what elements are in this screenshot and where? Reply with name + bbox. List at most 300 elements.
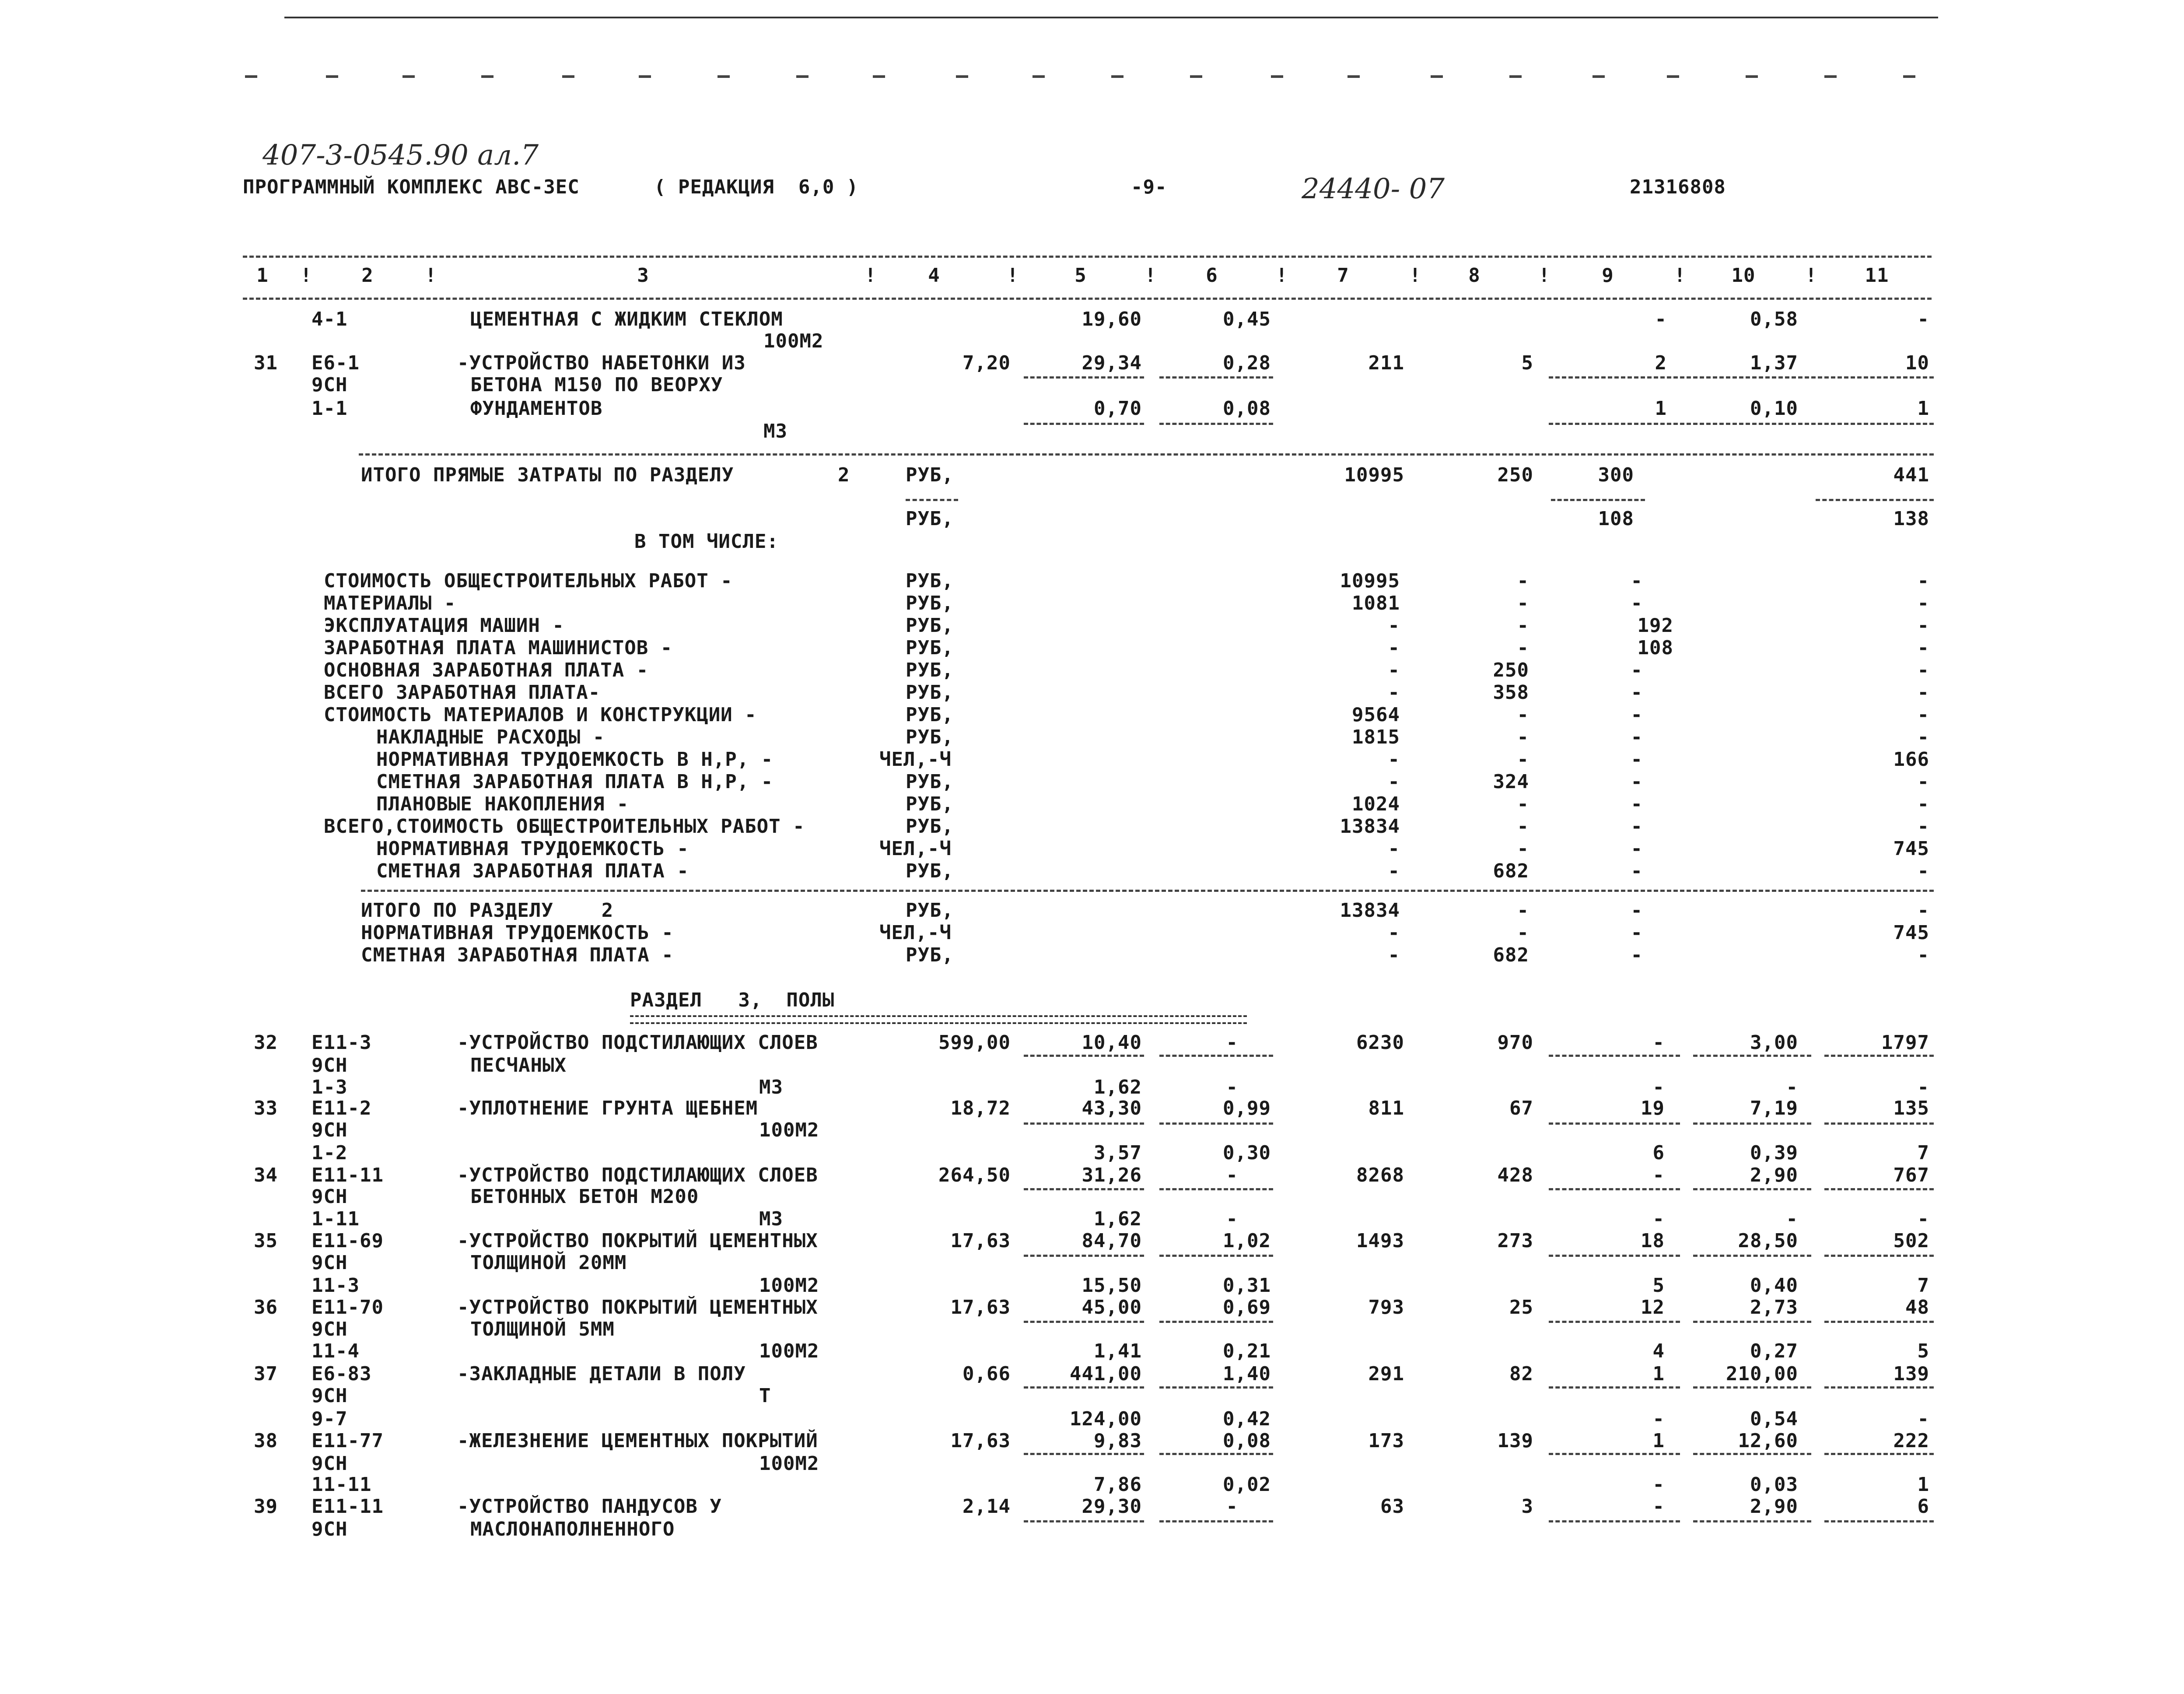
item-rule [1824,1188,1934,1190]
breakdown-unit: РУБ, [906,592,954,614]
cell-c11: 222 [1893,1430,1929,1452]
cell-c5: 19,60 [1082,308,1142,330]
section-title: РАЗДЕЛ 3, ПОЛЫ [630,989,835,1011]
scan-dash-fragment [873,75,885,78]
cell-c7: 1493 [1356,1230,1404,1252]
cell-c10: 0,10 [1750,397,1798,420]
cell-c8: 273 [1497,1230,1533,1252]
row-code: 9СН [312,1318,348,1340]
subtotal-rule [1549,423,1934,425]
cell-c9: - [1652,1495,1665,1518]
row-unit: 100М2 [759,1119,819,1141]
breakdown-c9: - [1631,771,1643,793]
breakdown-c11: 745 [1893,838,1929,860]
scan-dash-fragment [639,75,651,78]
cell-c4: 0,66 [962,1363,1011,1385]
cell-c9: - [1652,1473,1665,1496]
cell-c6: - [1226,1031,1238,1054]
cell-c6: 0,42 [1223,1408,1271,1430]
breakdown-c7: 13834 [1340,815,1400,838]
scan-dash-fragment [796,75,808,78]
row-code: 9СН [312,1518,348,1540]
scan-dash-fragment [1903,75,1915,78]
breakdown-c11: - [1917,793,1929,815]
cell-c7: 811 [1368,1097,1404,1119]
breakdown-c7: - [1388,860,1400,882]
row-code: 9СН [312,1119,348,1141]
totals-c9-b: 108 [1598,508,1634,530]
item-rule [1024,1188,1144,1190]
column-header-10: 10 [1731,264,1756,287]
cell-c6: 0,08 [1223,397,1271,420]
cell-c11: 10 [1905,352,1929,374]
breakdown-c7: 10995 [1340,570,1400,592]
cell-c5: 29,30 [1082,1495,1142,1518]
breakdown-c7: - [1388,771,1400,793]
item-rule [1549,1321,1680,1323]
cell-c8: 428 [1497,1164,1533,1186]
header-page: -9- [1131,176,1167,198]
cell-c7: 6230 [1356,1031,1404,1054]
breakdown-unit: РУБ, [906,815,954,838]
cell-c11: 1797 [1881,1031,1929,1054]
scan-dash-fragment [956,75,968,78]
summary-label: СМЕТНАЯ ЗАРАБОТНАЯ ПЛАТА - [361,944,674,966]
breakdown-c11: - [1917,704,1929,726]
breakdown-c8: - [1517,637,1529,659]
breakdown-c11: - [1917,726,1929,748]
cell-c8: 25 [1509,1296,1533,1319]
item-rule [1549,1520,1680,1522]
cell-c9: 6 [1652,1142,1665,1164]
row-code: Е11-77 [312,1430,384,1452]
cell-c10: 2,73 [1750,1296,1798,1319]
row-code: Е6-1 [312,352,360,374]
item-rule [1693,1255,1811,1257]
item-rule [1159,1386,1273,1389]
section-rule [361,890,1934,892]
row-unit: М3 [759,1076,783,1098]
row-code: 9СН [312,1054,348,1077]
row-unit: М3 [763,420,788,442]
row-unit: 100М2 [759,1274,819,1297]
cell-c4: 2,14 [962,1495,1011,1518]
header-number: 21316808 [1630,176,1726,198]
breakdown-c9: - [1631,748,1643,771]
row-unit: М3 [759,1208,783,1230]
row-description: БЕТОНА М150 ПО ВЕОРХУ [470,374,723,396]
cell-c9: 1 [1655,397,1667,420]
cell-c5: 0,70 [1094,397,1142,420]
cell-c10: 210,00 [1726,1363,1798,1385]
cell-c9: - [1652,1164,1665,1186]
cell-c5: 43,30 [1082,1097,1142,1119]
breakdown-c11: - [1917,637,1929,659]
column-header-8: 8 [1468,264,1480,287]
cell-c10: - [1786,1076,1798,1098]
cell-c9: - [1652,1408,1665,1430]
summary-c7: - [1388,944,1400,966]
row-description: -ЗАКЛАДНЫЕ ДЕТАЛИ В ПОЛУ [457,1363,746,1385]
scan-dash-fragment [1431,75,1443,78]
summary-unit: РУБ, [906,899,954,922]
top-rule [284,17,1938,18]
subtotal-rule [1024,423,1144,425]
cell-c4: 17,63 [950,1230,1011,1252]
breakdown-unit: РУБ, [906,659,954,681]
item-rule [1824,1321,1934,1323]
cell-c11: 1 [1917,397,1929,420]
totals-c9: 300 [1598,464,1634,486]
including-label: В ТОМ ЧИСЛЕ: [634,530,779,553]
summary-c8: - [1517,922,1529,944]
breakdown-c9: 192 [1637,614,1673,637]
cell-c5: 7,86 [1094,1473,1142,1496]
cell-c6: 0,45 [1223,308,1271,330]
cell-c5: 1,62 [1094,1076,1142,1098]
row-unit: 100М2 [763,330,824,352]
breakdown-c8: 358 [1493,681,1529,704]
totals-unit: РУБ, [906,464,954,486]
breakdown-label: СТОИМОСТЬ ОБЩЕСТРОИТЕЛЬНЫХ РАБОТ - [324,570,733,592]
cell-c6: 1,40 [1223,1363,1271,1385]
cell-c5: 124,00 [1070,1408,1142,1430]
scan-dash-fragment [1509,75,1522,78]
breakdown-label: СМЕТНАЯ ЗАРАБОТНАЯ ПЛАТА В Н,Р, - [376,771,774,793]
row-code: 1-11 [312,1208,360,1230]
cell-c11: 502 [1893,1230,1929,1252]
column-header-4: 4 [928,264,940,287]
summary-c7: 13834 [1340,899,1400,922]
summary-c9: - [1631,922,1643,944]
cell-c11: 767 [1893,1164,1929,1186]
cell-c7: 173 [1368,1430,1404,1452]
summary-unit: ЧЕЛ,-Ч [879,922,952,944]
item-rule [1693,1055,1811,1057]
row-description: МАСЛОНАПОЛНЕННОГО [470,1518,675,1540]
row-description: -УСТРОЙСТВО ПОКРЫТИЙ ЦЕМЕНТНЫХ [457,1230,818,1252]
cell-c9: 5 [1652,1274,1665,1297]
row-description: -УСТРОЙСТВО ПАНДУСОВ У [457,1495,722,1518]
scan-dash-fragment [1746,75,1758,78]
totals-c7: 10995 [1344,464,1404,486]
breakdown-label: НОРМАТИВНАЯ ТРУДОЕМКОСТЬ В Н,Р, - [376,748,774,771]
cell-c11: 139 [1893,1363,1929,1385]
row-code: 1-2 [312,1142,348,1164]
item-rule [1549,1386,1680,1389]
breakdown-c7: - [1388,748,1400,771]
breakdown-c11: - [1917,771,1929,793]
cell-c10: 2,90 [1750,1495,1798,1518]
breakdown-c11: - [1917,659,1929,681]
row-code: Е11-2 [312,1097,372,1119]
scan-dash-fragment [1824,75,1837,78]
cell-c5: 441,00 [1070,1363,1142,1385]
breakdown-c8: - [1517,838,1529,860]
cell-c6: 0,69 [1223,1296,1271,1319]
item-rule [1693,1188,1811,1190]
item-rule [1549,1255,1680,1257]
row-description: ТОЛЩИНОЙ 20ММ [470,1252,627,1274]
cell-c7: 211 [1368,352,1404,374]
cell-c10: 0,54 [1750,1408,1798,1430]
cell-c9: - [1652,1208,1665,1230]
row-number: 37 [254,1363,278,1385]
cell-c8: 970 [1497,1031,1533,1054]
breakdown-c8: - [1517,570,1529,592]
totals-rule [906,499,958,501]
column-header-5: 5 [1074,264,1087,287]
column-header-6: 6 [1206,264,1218,287]
row-code: 9СН [312,374,348,396]
row-code: 9СН [312,1252,348,1274]
breakdown-c11: - [1917,592,1929,614]
cell-c7: 8268 [1356,1164,1404,1186]
breakdown-c8: - [1517,592,1529,614]
row-code: 4-1 [312,308,348,330]
row-description: -УСТРОЙСТВО ПОДСТИЛАЮЩИХ СЛОЕВ [457,1164,818,1186]
row-number: 32 [254,1031,278,1054]
item-rule [1159,1122,1273,1125]
cell-c7: 793 [1368,1296,1404,1319]
scan-dash-fragment [562,75,574,78]
row-unit: Т [759,1385,771,1407]
item-rule [1693,1520,1811,1522]
row-code: 9СН [312,1452,348,1475]
breakdown-label: СТОИМОСТЬ МАТЕРИАЛОВ И КОНСТРУКЦИИ - [324,704,757,726]
totals-section-number: 2 [838,464,850,486]
item-rule [1159,1055,1273,1057]
cell-c6: 1,02 [1223,1230,1271,1252]
row-description: БЕТОННЫХ БЕТОН М200 [470,1185,699,1208]
scan-dash-fragment [481,75,494,78]
cell-c9: 12 [1641,1296,1665,1319]
breakdown-c7: - [1388,637,1400,659]
breakdown-c11: - [1917,614,1929,637]
row-code: 1-3 [312,1076,348,1098]
summary-c8: 682 [1493,944,1529,966]
scan-dash-fragment [1271,75,1283,78]
cell-c11: 5 [1917,1340,1929,1362]
summary-c11: - [1917,899,1929,922]
cell-c7: 291 [1368,1363,1404,1385]
cell-c5: 15,50 [1082,1274,1142,1297]
cell-c9: 1 [1652,1430,1665,1452]
column-separator: ! [1409,264,1421,287]
cell-c9: - [1655,308,1667,330]
row-code: Е11-11 [312,1495,384,1518]
row-description: ЦЕМЕНТНАЯ С ЖИДКИМ СТЕКЛОМ [470,308,783,330]
breakdown-unit: РУБ, [906,771,954,793]
cell-c10: 0,27 [1750,1340,1798,1362]
column-header-1: 1 [256,264,269,287]
breakdown-c9: - [1631,815,1643,838]
header-edition: ( РЕДАКЦИЯ 6,0 ) [654,176,859,198]
subtotal-rule [1159,376,1273,379]
cell-c6: - [1226,1495,1238,1518]
column-separator: ! [1276,264,1288,287]
cell-c10: 28,50 [1738,1230,1798,1252]
summary-label: ИТОГО ПО РАЗДЕЛУ 2 [361,899,614,922]
item-rule [1549,1122,1680,1125]
handwritten-doc-ref: 407-3-0545.90 ал.7 [262,139,539,172]
summary-c8: - [1517,899,1529,922]
cell-c10: 7,19 [1750,1097,1798,1119]
breakdown-unit: РУБ, [906,637,954,659]
item-rule [1024,1055,1144,1057]
column-separator: ! [425,264,437,287]
breakdown-c9: - [1631,570,1643,592]
row-unit: 100М2 [759,1452,819,1475]
item-rule [1024,1255,1144,1257]
breakdown-c8: - [1517,748,1529,771]
header-program: ПРОГРАММНЫЙ КОМПЛЕКС АВС-3ЕС [243,176,580,198]
breakdown-c7: 9564 [1352,704,1400,726]
cell-c5: 45,00 [1082,1296,1142,1319]
summary-c9: - [1631,944,1643,966]
cell-c8: 3 [1521,1495,1533,1518]
item-rule [1024,1520,1144,1522]
breakdown-c8: - [1517,726,1529,748]
breakdown-c11: - [1917,860,1929,882]
column-header-3: 3 [637,264,649,287]
row-code: Е11-69 [312,1230,384,1252]
cell-c6: - [1226,1076,1238,1098]
breakdown-c9: - [1631,726,1643,748]
cell-c8: 67 [1509,1097,1533,1119]
breakdown-label: ПЛАНОВЫЕ НАКОПЛЕНИЯ - [376,793,629,815]
item-rule [1824,1520,1934,1522]
breakdown-unit: ЧЕЛ,-Ч [879,748,952,771]
breakdown-label: СМЕТНАЯ ЗАРАБОТНАЯ ПЛАТА - [376,860,689,882]
cell-c5: 3,57 [1094,1142,1142,1164]
item-rule [1024,1453,1144,1455]
cell-c6: 0,31 [1223,1274,1271,1297]
breakdown-label: МАТЕРИАЛЫ - [324,592,456,614]
item-rule [1693,1122,1811,1125]
breakdown-c7: 1815 [1352,726,1400,748]
column-header-11: 11 [1865,264,1889,287]
breakdown-label: ВСЕГО,СТОИМОСТЬ ОБЩЕСТРОИТЕЛЬНЫХ РАБОТ - [324,815,805,838]
item-rule [1159,1520,1273,1522]
item-rule [1824,1453,1934,1455]
summary-c11: - [1917,944,1929,966]
totals-rule [1816,499,1934,501]
column-separator: ! [1538,264,1550,287]
row-number: 33 [254,1097,278,1119]
cell-c11: 135 [1893,1097,1929,1119]
breakdown-c9: - [1631,793,1643,815]
column-header-rule-bottom [243,298,1932,300]
column-separator: ! [300,264,312,287]
cell-c11: 48 [1905,1296,1929,1319]
row-code: 11-11 [312,1473,372,1496]
cell-c9: - [1652,1076,1665,1098]
row-code: 11-4 [312,1340,360,1362]
breakdown-unit: РУБ, [906,793,954,815]
cell-c10: 0,58 [1750,308,1798,330]
cell-c4: 17,63 [950,1296,1011,1319]
breakdown-c7: - [1388,659,1400,681]
column-separator: ! [1805,264,1817,287]
scan-dash-fragment [1111,75,1124,78]
breakdown-c9: - [1631,860,1643,882]
item-rule [1159,1255,1273,1257]
summary-c9: - [1631,899,1643,922]
breakdown-c11: - [1917,570,1929,592]
breakdown-c7: - [1388,681,1400,704]
cell-c11: - [1917,1076,1929,1098]
cell-c9: 19 [1641,1097,1665,1119]
column-separator: ! [864,264,877,287]
cell-c10: 1,37 [1750,352,1798,374]
cell-c11: - [1917,1408,1929,1430]
cell-c11: 1 [1917,1473,1929,1496]
item-rule [1824,1055,1934,1057]
subtotal-rule [1159,423,1273,425]
cell-c9: 2 [1655,352,1667,374]
cell-c4: 18,72 [950,1097,1011,1119]
row-unit: 100М2 [759,1340,819,1362]
row-number: 38 [254,1430,278,1452]
item-rule [1693,1453,1811,1455]
breakdown-label: ОСНОВНАЯ ЗАРАБОТНАЯ ПЛАТА - [324,659,649,681]
breakdown-c8: - [1517,815,1529,838]
row-description: ПЕСЧАНЫХ [470,1054,567,1077]
item-rule [1549,1453,1680,1455]
cell-c10: 0,40 [1750,1274,1798,1297]
breakdown-c7: 1024 [1352,793,1400,815]
cell-c6: - [1226,1208,1238,1230]
cell-c10: 0,03 [1750,1473,1798,1496]
cell-c5: 84,70 [1082,1230,1142,1252]
cell-c6: 0,08 [1223,1430,1271,1452]
breakdown-c8: 682 [1493,860,1529,882]
cell-c7: 63 [1380,1495,1404,1518]
breakdown-c7: 1081 [1352,592,1400,614]
item-rule [1549,1188,1680,1190]
breakdown-c8: 324 [1493,771,1529,793]
breakdown-c11: 166 [1893,748,1929,771]
breakdown-label: ЗАРАБОТНАЯ ПЛАТА МАШИНИСТОВ - [324,637,673,659]
cell-c8: 5 [1521,352,1533,374]
row-code: Е11-11 [312,1164,384,1186]
scan-dash-fragment [1032,75,1045,78]
breakdown-unit: РУБ, [906,704,954,726]
item-rule [1693,1321,1811,1323]
row-number: 34 [254,1164,278,1186]
breakdown-c8: - [1517,614,1529,637]
totals-c8: 250 [1497,464,1533,486]
cell-c5: 1,41 [1094,1340,1142,1362]
row-description: -УСТРОЙСТВО НАБЕТОНКИ ИЗ [457,352,746,374]
breakdown-c9: - [1631,681,1643,704]
handwritten-doc-code: 24440- 07 [1302,173,1445,205]
breakdown-c9: - [1631,592,1643,614]
cell-c6: - [1226,1164,1238,1186]
item-rule [1824,1122,1934,1125]
summary-c11: 745 [1893,922,1929,944]
breakdown-c8: 250 [1493,659,1529,681]
cell-c5: 9,83 [1094,1430,1142,1452]
totals-label: ИТОГО ПРЯМЫЕ ЗАТРАТЫ ПО РАЗДЕЛУ [361,464,734,486]
cell-c5: 1,62 [1094,1208,1142,1230]
cell-c4: 599,00 [938,1031,1011,1054]
scan-dash-fragment [1190,75,1202,78]
cell-c11: - [1917,1208,1929,1230]
scan-dash-fragment [1348,75,1360,78]
breakdown-c11: - [1917,815,1929,838]
